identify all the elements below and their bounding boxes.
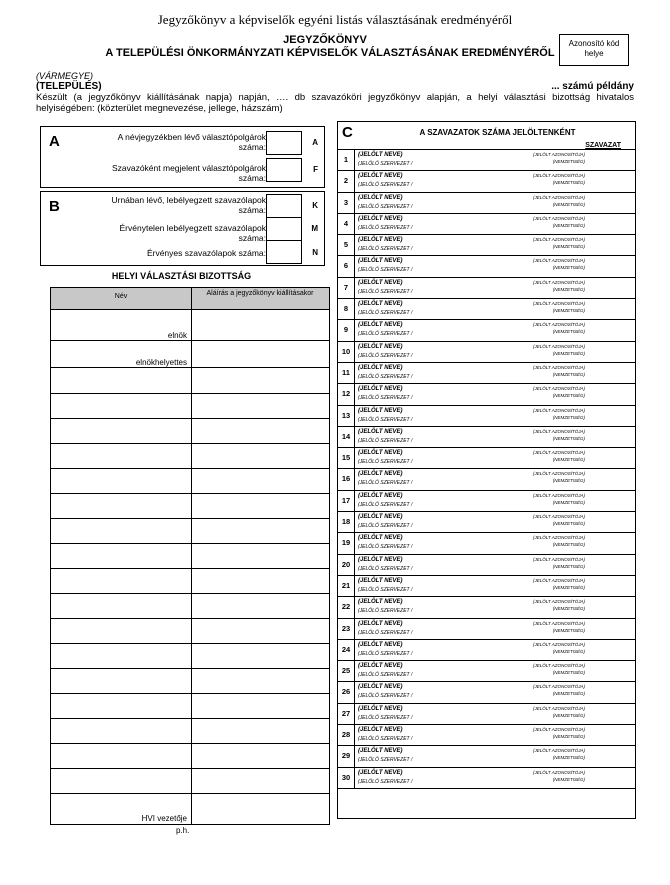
document-title: JEGYZŐKÖNYV: [283, 34, 367, 46]
registered-voters-field[interactable]: [266, 131, 302, 155]
candidate-row: [338, 362, 635, 383]
candidate-nationality: (NEMZETISÉG): [552, 159, 585, 164]
ballots-in-box-field[interactable]: [266, 194, 302, 218]
candidate-name: (JELÖLT NEVE): [358, 194, 403, 201]
committee-row-line: [51, 468, 329, 469]
candidate-number: 15: [338, 448, 355, 468]
candidate-nationality: (NEMZETISÉG): [552, 329, 585, 335]
candidate-number: 17: [338, 491, 355, 511]
stamp-place: p.h.: [176, 826, 190, 835]
candidate-vote-field[interactable]: [589, 384, 635, 404]
candidate-name: (JELÖLT NEVE): [358, 663, 403, 670]
candidate-id: (JELÖLT AZONOSÍTÓJA): [532, 577, 585, 583]
candidate-nationality: (NEMZETISÉG): [552, 435, 585, 441]
candidate-vote-field[interactable]: [589, 342, 635, 362]
candidate-id: (JELÖLT AZONOSÍTÓJA): [532, 641, 585, 647]
code-n: N: [312, 248, 318, 257]
committee-row-line: [51, 340, 329, 341]
voted-field[interactable]: [266, 158, 302, 182]
candidate-number: 4: [338, 214, 355, 234]
section-c: [337, 121, 636, 819]
candidate-vote-field[interactable]: [589, 491, 635, 511]
candidate-organization: (JELÖLŐ SZERVEZET /: [358, 480, 413, 487]
candidate-row: [338, 447, 635, 468]
committee-row-line: [51, 593, 329, 594]
candidate-nationality: (NEMZETISÉG): [552, 308, 585, 314]
candidate-nationality: (NEMZETISÉG): [552, 648, 585, 654]
candidate-row: [338, 234, 635, 255]
candidate-vote-field[interactable]: [589, 278, 635, 298]
candidate-row: [338, 426, 635, 447]
candidate-organization: (JELÖLŐ SZERVEZET /: [358, 565, 413, 572]
candidate-organization: (JELÖLŐ SZERVEZET /: [358, 416, 413, 423]
committee-row-line: [51, 668, 329, 669]
candidate-vote-field[interactable]: [589, 725, 635, 745]
candidate-id: (JELÖLT AZONOSÍTÓJA): [532, 428, 585, 434]
candidate-nationality: (NEMZETISÉG): [552, 521, 585, 527]
candidate-id: (JELÖLT AZONOSÍTÓJA): [532, 386, 585, 392]
candidate-id: (JELÖLT AZONOSÍTÓJA): [532, 301, 585, 307]
candidate-nationality: (NEMZETISÉG): [552, 457, 585, 463]
section-c-title: A SZAVAZATOK SZÁMA JELÖLTENKÉNT: [419, 128, 576, 137]
valid-ballots-label: Érvényes szavazólapok száma:: [146, 248, 266, 258]
candidate-vote-field[interactable]: [589, 576, 635, 596]
candidate-name: (JELÖLT NEVE): [358, 514, 403, 521]
candidate-name: (JELÖLT NEVE): [358, 407, 403, 414]
candidate-vote-field[interactable]: [589, 746, 635, 766]
section-b-letter: B: [49, 198, 60, 215]
candidate-number: 5: [338, 235, 355, 255]
county-label: (VÁRMEGYE): [36, 71, 94, 81]
candidate-name: (JELÖLT NEVE): [358, 322, 403, 329]
candidate-organization: (JELÖLŐ SZERVEZET /: [358, 714, 413, 721]
candidate-organization: (JELÖLŐ SZERVEZET /: [358, 395, 413, 402]
role-vice-chair: elnökhelyettes: [135, 358, 187, 367]
valid-ballots-field[interactable]: [266, 240, 302, 264]
candidate-vote-field[interactable]: [589, 150, 635, 170]
committee-row-line: [51, 693, 329, 694]
candidate-name: (JELÖLT NEVE): [358, 386, 403, 393]
candidate-row: [338, 511, 635, 532]
committee-row-line: [51, 768, 329, 769]
candidate-organization: (JELÖLŐ SZERVEZET /: [358, 778, 413, 785]
candidate-organization: (JELÖLŐ SZERVEZET /: [358, 459, 413, 466]
candidate-row: [338, 532, 635, 553]
section-a-letter: A: [49, 133, 60, 150]
candidate-organization: (JELÖLŐ SZERVEZET /: [358, 650, 413, 657]
candidate-id: (JELÖLT AZONOSÍTÓJA): [532, 322, 585, 328]
committee-row-line: [51, 718, 329, 719]
invalid-ballots-field[interactable]: [266, 217, 302, 241]
candidate-row: [338, 298, 635, 319]
candidate-vote-field[interactable]: [589, 512, 635, 532]
candidate-number: 6: [338, 256, 355, 276]
candidate-number: 22: [338, 597, 355, 617]
candidate-nationality: (NEMZETISÉG): [552, 393, 585, 399]
candidate-row: [338, 468, 635, 489]
col-signature-header: Aláírás a jegyzőkönyv kiállításakor: [206, 290, 314, 297]
candidate-id: (JELÖLT AZONOSÍTÓJA): [532, 364, 585, 370]
candidate-number: 29: [338, 746, 355, 766]
candidate-id: (JELÖLT AZONOSÍTÓJA): [532, 705, 585, 711]
candidate-organization: (JELÖLŐ SZERVEZET /: [358, 331, 413, 338]
candidate-id: (JELÖLT AZONOSÍTÓJA): [532, 407, 585, 413]
document-caption: Jegyzőkönyv a képviselők egyéni listás választásának eredményéről: [157, 12, 513, 27]
candidate-nationality: (NEMZETISÉG): [552, 499, 585, 505]
candidate-name: (JELÖLT NEVE): [358, 173, 403, 180]
candidate-id: (JELÖLT AZONOSÍTÓJA): [532, 535, 585, 541]
candidate-number: 12: [338, 384, 355, 404]
candidate-organization: (JELÖLŐ SZERVEZET /: [358, 310, 413, 317]
candidate-vote-field[interactable]: [589, 235, 635, 255]
settlement-label: (TELEPÜLÉS): [36, 81, 102, 92]
col-name-header: Név: [114, 293, 128, 300]
committee-row-line: [51, 443, 329, 444]
committee-row-line: [51, 393, 329, 394]
role-chair: elnök: [167, 331, 187, 340]
candidate-number: 16: [338, 469, 355, 489]
candidate-row: [338, 170, 635, 191]
candidate-vote-field[interactable]: [589, 193, 635, 213]
candidate-name: (JELÖLT NEVE): [358, 620, 403, 627]
candidate-name: (JELÖLT NEVE): [358, 258, 403, 265]
candidate-name: (JELÖLT NEVE): [358, 556, 403, 563]
candidate-row: [338, 745, 635, 766]
committee-row-line: [51, 618, 329, 619]
candidate-list: [338, 149, 635, 788]
code-a: A: [312, 138, 318, 147]
candidate-row: [338, 405, 635, 426]
candidate-name: (JELÖLT NEVE): [358, 237, 403, 244]
candidate-number: 11: [338, 363, 355, 383]
candidate-nationality: (NEMZETISÉG): [552, 734, 585, 740]
candidate-organization: (JELÖLŐ SZERVEZET /: [358, 693, 413, 700]
candidate-vote-field[interactable]: [589, 682, 635, 702]
candidate-number: 8: [338, 299, 355, 319]
section-c-footer-line: [338, 788, 635, 789]
candidate-id: (JELÖLT AZONOSÍTÓJA): [532, 343, 585, 349]
committee-title: HELYI VÁLASZTÁSI BIZOTTSÁG: [111, 271, 252, 281]
candidate-row: [338, 383, 635, 404]
candidate-nationality: (NEMZETISÉG): [552, 776, 585, 782]
candidate-name: (JELÖLT NEVE): [358, 152, 403, 158]
candidate-row: [338, 575, 635, 596]
candidate-name: (JELÖLT NEVE): [358, 684, 403, 691]
candidate-nationality: (NEMZETISÉG): [552, 244, 585, 250]
candidate-nationality: (NEMZETISÉG): [552, 627, 585, 633]
candidate-number: 27: [338, 704, 355, 724]
candidate-id: (JELÖLT AZONOSÍTÓJA): [532, 514, 585, 520]
voted-label: Szavazóként megjelent választópolgárok száma:: [111, 163, 266, 183]
candidate-name: (JELÖLT NEVE): [358, 769, 403, 776]
ballots-in-box-label: Urnában lévő, lebélyegzett szavazólapok száma:: [111, 195, 266, 215]
candidate-organization: (JELÖLŐ SZERVEZET /: [358, 352, 413, 359]
candidate-name: (JELÖLT NEVE): [358, 364, 403, 371]
candidate-nationality: (NEMZETISÉG): [552, 265, 585, 271]
candidate-number: 1: [338, 150, 355, 170]
candidate-name: (JELÖLT NEVE): [358, 450, 403, 457]
candidate-organization: (JELÖLŐ SZERVEZET /: [358, 672, 413, 679]
committee-row-line: [51, 418, 329, 419]
candidate-name: (JELÖLT NEVE): [358, 428, 403, 435]
candidate-number: 26: [338, 682, 355, 702]
committee-row-line: [51, 367, 329, 368]
candidate-id: (JELÖLT AZONOSÍTÓJA): [532, 215, 585, 221]
candidate-nationality: (NEMZETISÉG): [552, 691, 585, 697]
candidate-vote-field[interactable]: [589, 427, 635, 447]
candidate-vote-field[interactable]: [589, 256, 635, 276]
candidate-number: 13: [338, 406, 355, 426]
candidate-row: [338, 213, 635, 234]
candidate-number: 30: [338, 768, 355, 788]
candidate-row: [338, 341, 635, 362]
candidate-nationality: (NEMZETISÉG): [552, 584, 585, 590]
candidate-vote-field[interactable]: [589, 469, 635, 489]
candidate-number: 19: [338, 533, 355, 553]
candidate-organization: (JELÖLŐ SZERVEZET /: [358, 288, 413, 295]
committee-table: [50, 287, 330, 825]
candidate-row: [338, 618, 635, 639]
candidate-row: [338, 149, 635, 170]
candidate-id: (JELÖLT AZONOSÍTÓJA): [532, 492, 585, 498]
candidate-name: (JELÖLT NEVE): [358, 301, 403, 308]
candidate-organization: (JELÖLŐ SZERVEZET /: [358, 161, 413, 167]
candidate-vote-field[interactable]: [589, 171, 635, 191]
candidate-vote-field[interactable]: [589, 363, 635, 383]
candidate-id: (JELÖLT AZONOSÍTÓJA): [532, 471, 585, 477]
candidate-number: 9: [338, 320, 355, 340]
candidate-nationality: (NEMZETISÉG): [552, 286, 585, 292]
candidate-id: (JELÖLT AZONOSÍTÓJA): [532, 769, 585, 775]
section-b: [40, 191, 325, 266]
candidate-vote-field[interactable]: [589, 448, 635, 468]
candidate-nationality: (NEMZETISÉG): [552, 222, 585, 228]
committee-row-line: [51, 743, 329, 744]
candidate-nationality: (NEMZETISÉG): [552, 180, 585, 186]
invalid-ballots-label: Érvénytelen lebélyegzett szavazólapok száma:: [119, 223, 266, 243]
intro-text: Készült (a jegyzőkönyv kiállításának napja) napján, …. db szavazóköri jegyzőkönyv alapján, a helyi választási bizottság hivatalos helyiségében: (közterület megnevezése, jellege, házszám): [36, 92, 634, 114]
candidate-row: [338, 639, 635, 660]
committee-row-line: [51, 543, 329, 544]
candidate-organization: (JELÖLŐ SZERVEZET /: [358, 373, 413, 380]
candidate-id: (JELÖLT AZONOSÍTÓJA): [532, 599, 585, 605]
candidate-name: (JELÖLT NEVE): [358, 279, 403, 286]
candidate-id: (JELÖLT AZONOSÍTÓJA): [532, 450, 585, 456]
candidate-vote-field[interactable]: [589, 406, 635, 426]
candidate-vote-field[interactable]: [589, 555, 635, 575]
candidate-id: (JELÖLT AZONOSÍTÓJA): [532, 279, 585, 285]
candidate-nationality: (NEMZETISÉG): [552, 201, 585, 207]
document-subtitle: A TELEPÜLÉSI ÖNKORMÁNYZATI KÉPVISELŐK VÁLASZTÁSÁNAK EREDMÉNYÉRŐL: [105, 47, 555, 59]
candidate-vote-field[interactable]: [589, 214, 635, 234]
candidate-organization: (JELÖLŐ SZERVEZET /: [358, 523, 413, 530]
candidate-vote-field[interactable]: [589, 533, 635, 553]
registered-voters-label: A névjegyzékben lévő választópolgárok száma:: [117, 132, 266, 152]
candidate-number: 14: [338, 427, 355, 447]
candidate-id: (JELÖLT AZONOSÍTÓJA): [532, 727, 585, 733]
candidate-number: 23: [338, 619, 355, 639]
candidate-row: [338, 554, 635, 575]
candidate-nationality: (NEMZETISÉG): [552, 606, 585, 612]
candidate-row: [338, 277, 635, 298]
committee-table-header: [51, 288, 329, 310]
candidate-nationality: (NEMZETISÉG): [552, 755, 585, 761]
candidate-id: (JELÖLT AZONOSÍTÓJA): [532, 237, 585, 243]
candidate-id: (JELÖLT AZONOSÍTÓJA): [532, 152, 585, 157]
candidate-row: [338, 192, 635, 213]
candidate-name: (JELÖLT NEVE): [358, 748, 403, 755]
candidate-name: (JELÖLT NEVE): [358, 343, 403, 350]
candidate-name: (JELÖLT NEVE): [358, 577, 403, 584]
candidate-nationality: (NEMZETISÉG): [552, 371, 585, 377]
candidate-vote-field[interactable]: [589, 597, 635, 617]
candidate-vote-field[interactable]: [589, 299, 635, 319]
candidate-vote-field[interactable]: [589, 704, 635, 724]
candidate-number: 18: [338, 512, 355, 532]
candidate-organization: (JELÖLŐ SZERVEZET /: [358, 224, 413, 231]
candidate-name: (JELÖLT NEVE): [358, 599, 403, 606]
candidate-id: (JELÖLT AZONOSÍTÓJA): [532, 556, 585, 562]
candidate-number: 24: [338, 640, 355, 660]
candidate-nationality: (NEMZETISÉG): [552, 712, 585, 718]
candidate-row: [338, 724, 635, 745]
candidate-organization: (JELÖLŐ SZERVEZET /: [358, 203, 413, 210]
candidate-organization: (JELÖLŐ SZERVEZET /: [358, 246, 413, 253]
candidate-row: [338, 255, 635, 276]
candidate-id: (JELÖLT AZONOSÍTÓJA): [532, 748, 585, 754]
candidate-row: [338, 767, 635, 788]
candidate-vote-field[interactable]: [589, 320, 635, 340]
candidate-organization: (JELÖLŐ SZERVEZET /: [358, 544, 413, 551]
candidate-nationality: (NEMZETISÉG): [552, 670, 585, 676]
candidate-row: [338, 681, 635, 702]
candidate-number: 2: [338, 171, 355, 191]
code-f: F: [313, 165, 318, 174]
copy-number: ... számú példány: [551, 81, 634, 92]
committee-row-line: [51, 518, 329, 519]
candidate-name: (JELÖLT NEVE): [358, 727, 403, 734]
code-k: K: [312, 201, 318, 210]
candidate-nationality: (NEMZETISÉG): [552, 350, 585, 356]
candidate-row: [338, 319, 635, 340]
candidate-row: [338, 596, 635, 617]
committee-row-line: [51, 568, 329, 569]
candidate-number: 28: [338, 725, 355, 745]
committee-row-line: [51, 793, 329, 794]
vote-column-header: SZAVAZAT: [585, 142, 621, 149]
candidate-name: (JELÖLT NEVE): [358, 705, 403, 712]
candidate-number: 3: [338, 193, 355, 213]
candidate-id: (JELÖLT AZONOSÍTÓJA): [532, 663, 585, 669]
candidate-nationality: (NEMZETISÉG): [552, 414, 585, 420]
candidate-name: (JELÖLT NEVE): [358, 641, 403, 648]
candidate-number: 20: [338, 555, 355, 575]
candidate-id: (JELÖLT AZONOSÍTÓJA): [532, 620, 585, 626]
candidate-organization: (JELÖLŐ SZERVEZET /: [358, 501, 413, 508]
committee-row-line: [51, 493, 329, 494]
candidate-id: (JELÖLT AZONOSÍTÓJA): [532, 258, 585, 264]
candidate-number: 7: [338, 278, 355, 298]
candidate-id: (JELÖLT AZONOSÍTÓJA): [532, 173, 585, 179]
candidate-organization: (JELÖLŐ SZERVEZET /: [358, 182, 413, 189]
candidate-number: 25: [338, 661, 355, 681]
candidate-nationality: (NEMZETISÉG): [552, 542, 585, 548]
committee-row-line: [51, 643, 329, 644]
candidate-row: [338, 660, 635, 681]
candidate-vote-field[interactable]: [589, 619, 635, 639]
candidate-organization: (JELÖLŐ SZERVEZET /: [358, 736, 413, 743]
candidate-organization: (JELÖLŐ SZERVEZET /: [358, 437, 413, 444]
candidate-number: 21: [338, 576, 355, 596]
id-code-box: Azonosító kód helye: [559, 34, 629, 66]
candidate-name: (JELÖLT NEVE): [358, 492, 403, 499]
candidate-organization: (JELÖLŐ SZERVEZET /: [358, 629, 413, 636]
candidate-nationality: (NEMZETISÉG): [552, 563, 585, 569]
candidate-nationality: (NEMZETISÉG): [552, 478, 585, 484]
candidate-organization: (JELÖLŐ SZERVEZET /: [358, 586, 413, 593]
candidate-row: [338, 703, 635, 724]
candidate-row: [338, 490, 635, 511]
candidate-name: (JELÖLT NEVE): [358, 215, 403, 222]
section-c-letter: C: [342, 124, 353, 141]
candidate-organization: (JELÖLŐ SZERVEZET /: [358, 757, 413, 764]
role-hvi-head: HVI vezetője: [141, 814, 187, 823]
candidate-vote-field[interactable]: [589, 640, 635, 660]
candidate-number: 10: [338, 342, 355, 362]
candidate-organization: (JELÖLŐ SZERVEZET /: [358, 608, 413, 615]
code-m: M: [311, 224, 318, 233]
candidate-id: (JELÖLT AZONOSÍTÓJA): [532, 194, 585, 200]
candidate-vote-field[interactable]: [589, 661, 635, 681]
candidate-organization: (JELÖLŐ SZERVEZET /: [358, 267, 413, 274]
candidate-vote-field[interactable]: [589, 768, 635, 788]
section-a: [40, 126, 325, 188]
candidate-name: (JELÖLT NEVE): [358, 535, 403, 542]
candidate-name: (JELÖLT NEVE): [358, 471, 403, 478]
candidate-id: (JELÖLT AZONOSÍTÓJA): [532, 684, 585, 690]
